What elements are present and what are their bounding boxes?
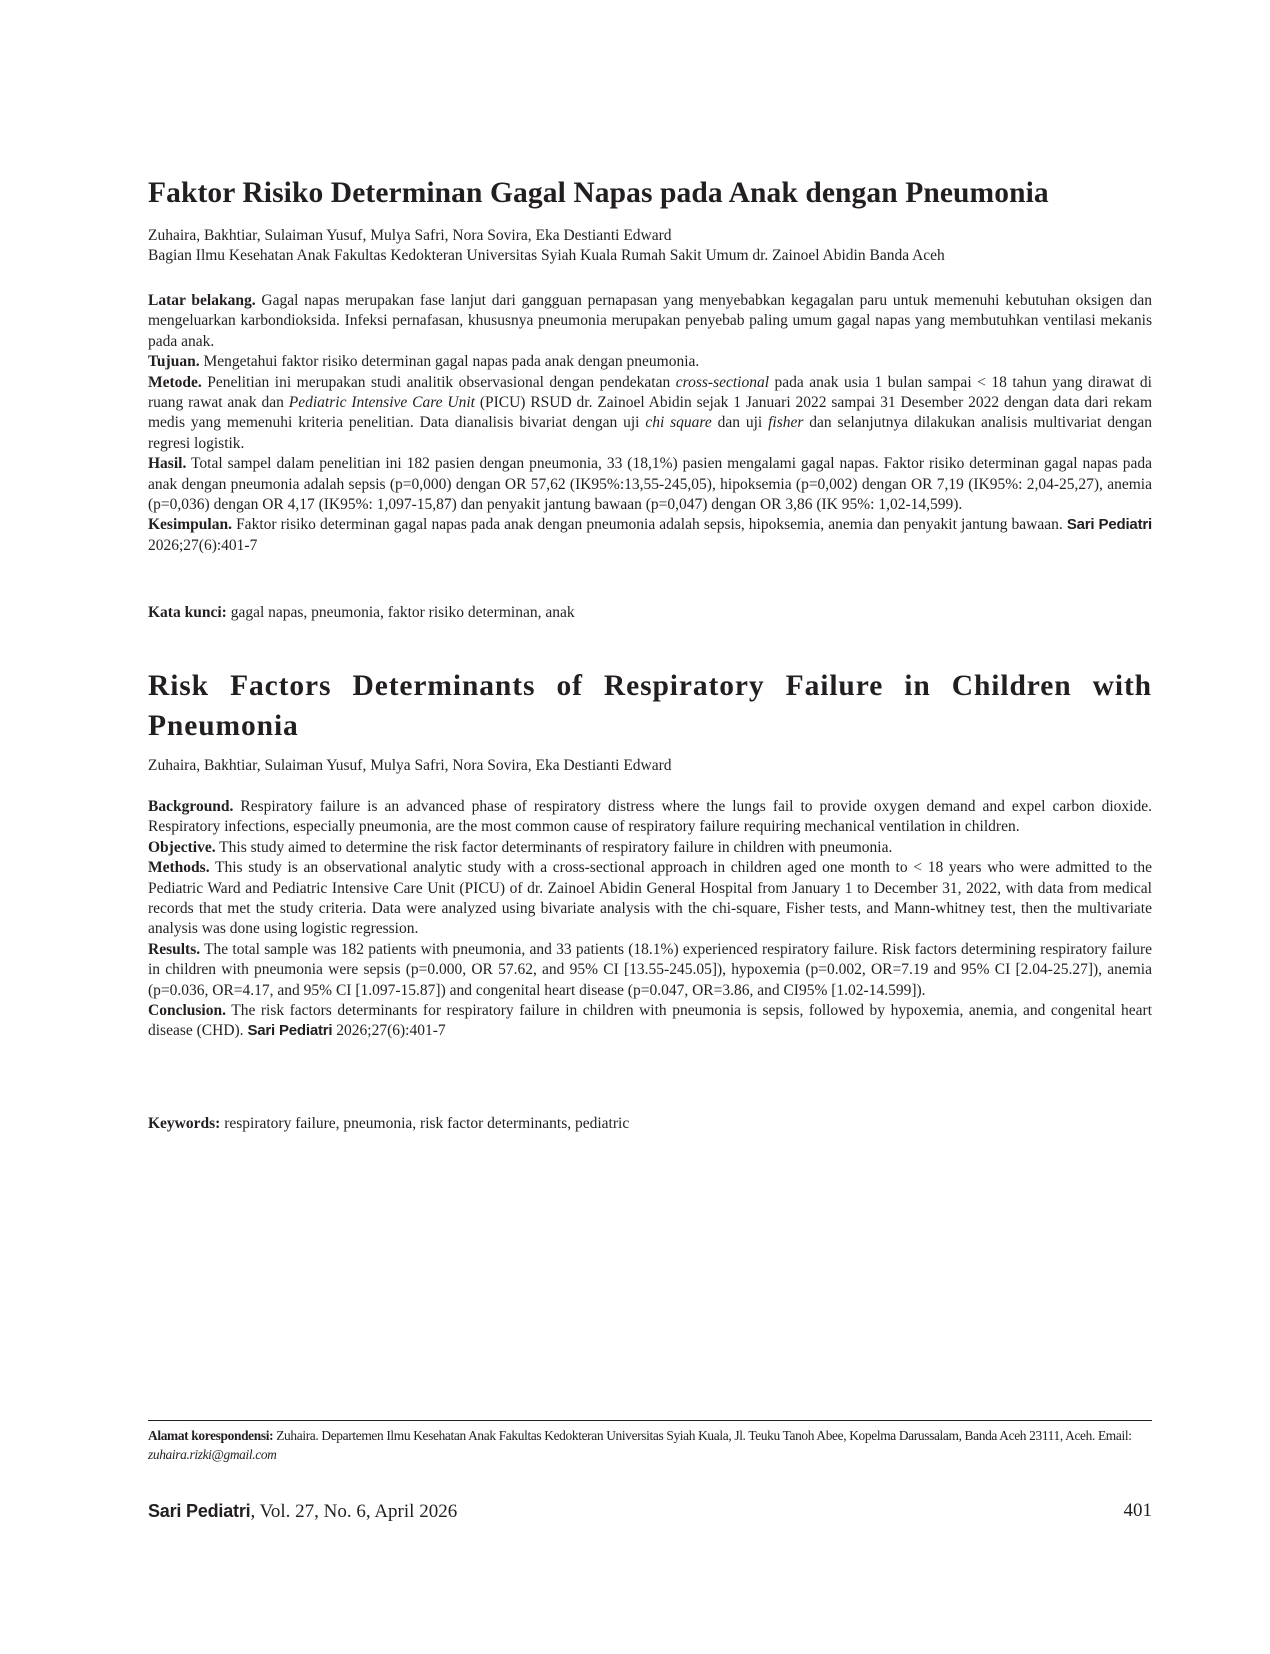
citation-journal-name: Sari Pediatri xyxy=(1066,516,1152,534)
article-page xyxy=(148,0,1152,1654)
abstract-indonesian xyxy=(148,291,1152,556)
section-label: Tujuan. xyxy=(148,353,200,371)
section-text: pada anak usia 1 bulan sampai < 18 tahun yang dirawat di ruang rawat anak dan xyxy=(148,373,1152,412)
section-text: (PICU) RSUD dr. Zainoel Abidin sejak 1 Januari 2022 sampai 31 Desember 2022 dengan data dari rekam medis yang memenuhi kriteria penelitian. Data dianalisis bivariat dengan uji xyxy=(148,394,1152,432)
section-text: The risk factors determinants for respiratory failure in children with pneumonia is sepsis, followed by hypoxemia, anemia, and congenital heart disease (CHD). xyxy=(148,1002,1152,1040)
section-label: Methods. xyxy=(148,859,210,877)
keywords-english xyxy=(148,1114,1152,1134)
keywords-indonesian xyxy=(148,603,1152,623)
abstract-conclusion-id xyxy=(148,515,1152,556)
page-number: 401 xyxy=(1123,1500,1152,1521)
correspondence-label: Alamat korespondensi: xyxy=(148,1428,274,1443)
section-text: dan selanjutnya dilakukan analisis multivariat dengan regresi logistik. xyxy=(148,414,1152,452)
abstract-english xyxy=(148,797,1152,1042)
title-english: Risk Factors Determinants of Respiratory Failure in Children with Pneumonia xyxy=(148,670,1152,742)
section-text: The total sample was 182 patients with pneumonia, and 33 patients (18.1%) experienced respiratory failure. Risk factors determining respiratory failure in children with pneumonia were sepsis (p=0.000, OR 57.62, and 95% CI [13.55-245.05]), hypoxemia (p=0.002, OR=7.19 and 95% CI [2.04-25.27]), anemia (p=0.036, OR=4.17, and 95% CI [1.097-15.87]) and congenital heart disease (p=0.047, OR=3.86, and CI95% [1.02-14.599]). xyxy=(148,940,1152,999)
section-label: Latar belakang. xyxy=(148,292,256,309)
italic-term: cross-sectional xyxy=(675,373,770,391)
footer-journal-name: Sari Pediatri xyxy=(148,1501,251,1521)
abstract-results-id xyxy=(148,454,1152,515)
section-label: Results. xyxy=(148,940,201,958)
citation-reference: 2026;27(6):401-7 xyxy=(148,536,258,554)
italic-term: Pediatric Intensive Care Unit xyxy=(288,394,475,412)
authors-block-indonesian xyxy=(148,226,1152,266)
section-label: Objective. xyxy=(148,838,216,856)
citation-journal-name: Sari Pediatri xyxy=(247,1022,333,1040)
keywords-text: respiratory failure, pneumonia, risk factor determinants, pediatric xyxy=(220,1115,630,1132)
section-label: Hasil. xyxy=(148,455,187,473)
italic-term: chi square xyxy=(645,414,712,432)
abstract-methods-id xyxy=(148,373,1152,455)
section-text: dan uji xyxy=(711,414,769,432)
author-list-indonesian: Zuhaira, Bakhtiar, Sulaiman Yusuf, Mulya Safri, Nora Sovira, Eka Destianti Edward xyxy=(148,227,672,244)
abstract-conclusion-en xyxy=(148,1001,1152,1042)
section-text: Respiratory failure is an advanced phase of respiratory distress where the lungs fail to provide oxygen demand and expel carbon dioxide. Respiratory infections, especially pneumonia, are the most common cause of respiratory failure requiring mechanical ventilation in children. xyxy=(148,798,1152,836)
email-link[interactable]: zuhaira.rizki@gmail.com xyxy=(148,1447,277,1462)
footer-issue: , Vol. 27, No. 6, April 2026 xyxy=(250,1501,458,1522)
abstract-methods-en xyxy=(148,858,1152,940)
title-indonesian: Faktor Risiko Determinan Gagal Napas pada Anak dengan Pneumonia xyxy=(148,177,1049,209)
section-label: Kesimpulan. xyxy=(148,516,232,534)
section-text: Faktor risiko determinan gagal napas pada anak dengan pneumonia adalah sepsis, hipoksemia, anemia dan penyakit jantung bawaan. xyxy=(231,516,1067,534)
section-text: Total sampel dalam penelitian ini 182 pasien dengan pneumonia, 33 (18,1%) pasien mengalami gagal napas. Faktor risiko determinan gagal napas pada anak dengan pneumonia adalah sepsis (p=0,000) dengan OR 57,62 (IK95%:13,55-245,05), hipoksemia (p=0,002) dengan OR 7,19 (IK95%: 2,04-25,27), anemia (p=0,036) dengan OR 4,17 (IK95%: 1,097-15,87) dan penyakit jantung bawaan (p=0,047) dengan OR 3,86 (IK 95%: 1,02-14,599). xyxy=(148,455,1152,514)
affiliation: Bagian Ilmu Kesehatan Anak Fakultas Kedokteran Universitas Syiah Kuala Rumah Sakit Umum dr. Zainoel Abidin Banda Aceh xyxy=(148,247,945,264)
section-text: This study is an observational analytic study with a cross-sectional approach in children aged one month to < 18 years who were admitted to the Pediatric Ward and Pediatric Intensive Care Unit (PICU) of dr. Zainoel Abidin General Hospital from January 1 to December 31, 2022, with data from medical records that met the study criteria. Data were analyzed using bivariate analysis with the chi-square, Fisher tests, and Mann-whitney test, then the multivariate analysis was done using logistic regression. xyxy=(148,859,1152,938)
section-label: Background. xyxy=(148,798,234,815)
section-label: Conclusion. xyxy=(148,1002,226,1020)
correspondence-text: Zuhaira. Departemen Ilmu Kesehatan Anak Fakultas Kedokteran Universitas Syiah Kuala, Jl. Teuku Tanoh Abee, Kopelma Darussalam, Banda Aceh 23111, Aceh. Email: xyxy=(273,1428,1132,1443)
author-list-english: Zuhaira, Bakhtiar, Sulaiman Yusuf, Mulya Safri, Nora Sovira, Eka Destianti Edward xyxy=(148,757,672,774)
section-text: This study aimed to determine the risk factor determinants of respiratory failure in children with pneumonia. xyxy=(215,838,893,856)
abstract-objective-en xyxy=(148,838,1152,858)
abstract-results-en xyxy=(148,940,1152,1001)
keywords-label: Kata kunci: xyxy=(148,604,227,621)
keywords-label: Keywords: xyxy=(148,1115,221,1132)
abstract-background-id xyxy=(148,291,1152,352)
abstract-objective-id xyxy=(148,352,1152,372)
italic-term: fisher xyxy=(768,414,804,432)
citation-reference: 2026;27(6):401-7 xyxy=(332,1022,446,1040)
keywords-text: gagal napas, pneumonia, faktor risiko determinan, anak xyxy=(226,604,575,621)
footnote-divider xyxy=(148,1420,1152,1421)
section-text: Mengetahui faktor risiko determinan gagal napas pada anak dengan pneumonia. xyxy=(199,353,700,371)
section-text: Gagal napas merupakan fase lanjut dari gangguan pernapasan yang menyebabkan kegagalan paru untuk memenuhi kebutuhan oksigen dan mengeluarkan karbondioksida. Infeksi pernafasan, khususnya pneumonia merupakan penyebab paling umum gagal napas yang membutuhkan ventilasi mekanis pada anak. xyxy=(148,292,1152,350)
page-footer xyxy=(148,1499,1152,1524)
section-label: Metode. xyxy=(148,373,202,391)
abstract-background-en xyxy=(148,797,1152,838)
correspondence-note xyxy=(148,1426,1152,1464)
section-text: Penelitian ini merupakan studi analitik observasional dengan pendekatan xyxy=(201,373,676,391)
